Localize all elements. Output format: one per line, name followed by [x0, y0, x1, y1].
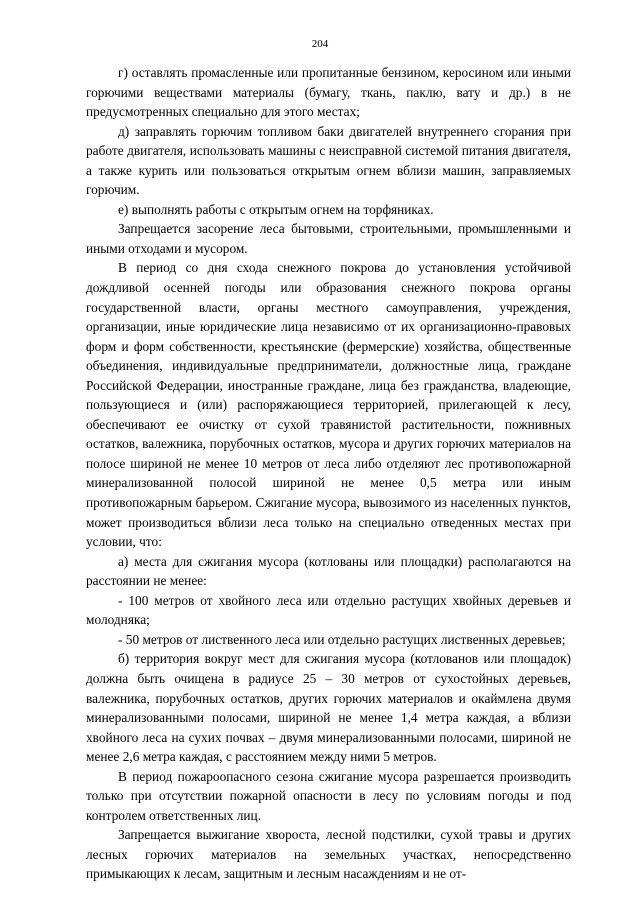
paragraph-burning-ban: Запрещается выжигание хвороста, лесной подстилки, сухой травы и других лесных горючих материалов на земельных участках, непосредственно примыкающих к лесам, защитным и лесным насаждениям и не от-	[86, 827, 571, 882]
paragraph-item-e: е) выполнять работы с открытым огнем на торфяниках.	[118, 201, 434, 217]
paragraph-item-d: д) заправлять горючим топливом баки двигателей внутреннего сгорания при работе двигателя, использовать машины с неисправной системой питания двигателя, а также курить или пользоваться открытым огнем вблизи машин, заправляемых горючим.	[86, 123, 571, 198]
paragraph-item-b: б) территория вокруг мест для сжигания мусора (котлованов или площадок) должна быть очищена в радиусе 25 – 30 метров от сухостойных деревьев, валежника, порубочных остатков, других горючих материалов и окаймлена двумя минерализованными полосами, шириной не менее 1,4 метра каждая, а вблизи хвойного леса на сухих почвах – двумя минерализованными полосами, шириной не менее 2,6 метра каждая, с расстоянием между ними 5 метров.	[86, 651, 571, 765]
paragraph-clearing-requirements: В период со дня схода снежного покрова до установления устойчивой дождливой осенней погоды или образования снежного покрова органы государственной власти, органы местного самоуправления, учреждения, организации, иные юридические лица независимо от их организационно-правовых форм и форм собственности, крестьянские (фермерские) хозяйства, общественные объединения, индивидуальные предприниматели, должностные лица, граждане Российской Федерации, иностранные граждане, лица без гражданства, владеющие, пользующиеся и (или) распоряжающиеся территорией, прилегающей к лесу, обеспечивают ее очистку от сухой травянистой растительности, пожнивных остатков, валежника, порубочных остатков, мусора и других горючих материалов на полосе шириной не менее 10 метров от леса либо отделяют лес противопожарной минерализованной полосой шириной не менее 0,5 метра или иным противопожарным барьером. Сжигание мусора, вывозимого из населенных пунктов, может производиться вблизи леса только на специально отведенных местах при условии, что:	[86, 260, 571, 550]
paragraph-fire-season: В период пожароопасного сезона сжигание мусора разрешается производить только при отсутствии пожарной опасности в лесу по условиям погоды и под контролем ответственных лиц.	[86, 768, 571, 823]
paragraph-item-g: г) оставлять промасленные или пропитанные бензином, керосином или иными горючими веществами материалы (бумагу, ткань, паклю, вату и др.) в не предусмотренных специально для этого местах;	[86, 65, 571, 120]
document-body	[86, 63, 571, 884]
paragraph-item-a: а) места для сжигания мусора (котлованы или площадки) располагаются на расстоянии не менее:	[86, 553, 571, 589]
page-number: 204	[311, 38, 329, 50]
paragraph-deciduous-distance: - 50 метров от лиственного леса или отдельно растущих лиственных деревьев;	[118, 631, 566, 647]
paragraph-conifer-distance: - 100 метров от хвойного леса или отдельно растущих хвойных деревьев и молодняка;	[86, 592, 571, 628]
paragraph-littering-ban: Запрещается засорение леса бытовыми, строительными, промышленными и иными отходами и мусором.	[86, 221, 571, 256]
